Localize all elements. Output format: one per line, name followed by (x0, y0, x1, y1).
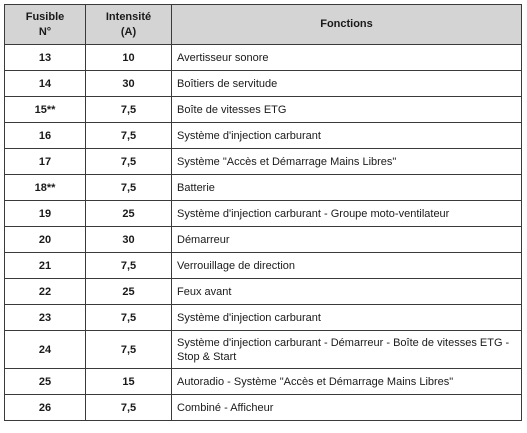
fuse-table (4, 4, 522, 421)
function-cell: Système d'injection carburant (172, 123, 522, 149)
fuse-number-cell: 25 (5, 369, 86, 395)
fuse-number-cell: 23 (5, 305, 86, 331)
header-functions: Fonctions (172, 5, 522, 45)
intensity-cell: 30 (86, 227, 172, 253)
function-cell: Boîtiers de servitude (172, 71, 522, 97)
table-row (5, 253, 522, 279)
table-row (5, 331, 522, 369)
fuse-number-cell: 13 (5, 45, 86, 71)
intensity-cell: 7,5 (86, 395, 172, 421)
function-cell: Combiné - Afficheur (172, 395, 522, 421)
fuse-number-cell: 20 (5, 227, 86, 253)
function-cell: Système d'injection carburant (172, 305, 522, 331)
intensity-cell: 10 (86, 45, 172, 71)
header-intensity-label: Intensité (105, 10, 152, 23)
header-fuse-sublabel: N° (38, 25, 52, 38)
intensity-cell: 7,5 (86, 175, 172, 201)
intensity-cell: 7,5 (86, 253, 172, 279)
table-row (5, 175, 522, 201)
table-row (5, 97, 522, 123)
function-cell: Système d'injection carburant - Démarreur - Boîte de vitesses ETG - Stop & Start (172, 331, 522, 369)
table-row (5, 369, 522, 395)
intensity-cell: 7,5 (86, 149, 172, 175)
function-cell: Système "Accès et Démarrage Mains Libres" (172, 149, 522, 175)
intensity-cell: 25 (86, 279, 172, 305)
table-row (5, 305, 522, 331)
function-cell: Feux avant (172, 279, 522, 305)
intensity-cell: 7,5 (86, 305, 172, 331)
table-header-row (5, 5, 522, 45)
header-fuse-number (5, 5, 86, 45)
fuse-number-cell: 15** (5, 97, 86, 123)
intensity-cell: 7,5 (86, 97, 172, 123)
fuse-number-cell: 18** (5, 175, 86, 201)
fuse-number-cell: 22 (5, 279, 86, 305)
table-row (5, 45, 522, 71)
table-row (5, 279, 522, 305)
fuse-number-cell: 17 (5, 149, 86, 175)
fuse-number-cell: 14 (5, 71, 86, 97)
header-fuse-label: Fusible (25, 10, 65, 23)
intensity-cell: 30 (86, 71, 172, 97)
table-row (5, 227, 522, 253)
function-cell: Système d'injection carburant - Groupe moto-ventilateur (172, 201, 522, 227)
fuse-number-cell: 26 (5, 395, 86, 421)
intensity-cell: 25 (86, 201, 172, 227)
function-cell: Démarreur (172, 227, 522, 253)
intensity-cell: 7,5 (86, 331, 172, 369)
intensity-cell: 15 (86, 369, 172, 395)
fuse-number-cell: 19 (5, 201, 86, 227)
header-intensity (86, 5, 172, 45)
function-cell: Batterie (172, 175, 522, 201)
table-row (5, 149, 522, 175)
function-cell: Autoradio - Système "Accès et Démarrage Mains Libres" (172, 369, 522, 395)
function-cell: Boîte de vitesses ETG (172, 97, 522, 123)
table-row (5, 395, 522, 421)
fuse-number-cell: 24 (5, 331, 86, 369)
table-row (5, 201, 522, 227)
table-row (5, 71, 522, 97)
table-row (5, 123, 522, 149)
header-intensity-unit: (A) (120, 25, 137, 38)
intensity-cell: 7,5 (86, 123, 172, 149)
function-cell: Avertisseur sonore (172, 45, 522, 71)
fuse-number-cell: 16 (5, 123, 86, 149)
function-cell: Verrouillage de direction (172, 253, 522, 279)
fuse-number-cell: 21 (5, 253, 86, 279)
